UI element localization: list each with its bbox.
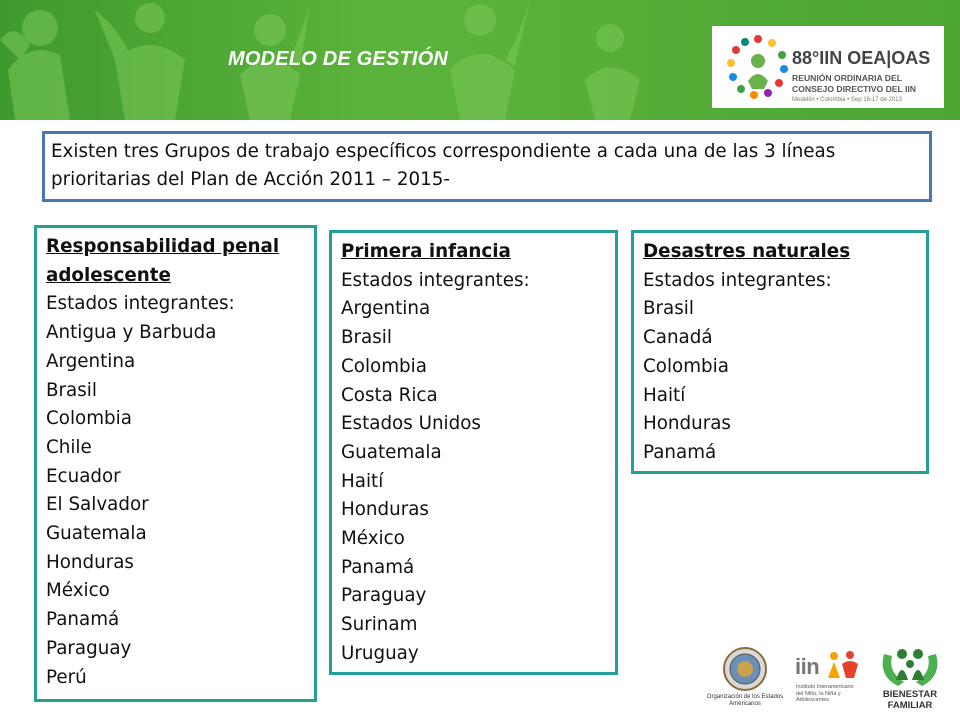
event-logo-date: Medellín • Colombia • Sep 16-17 de 2013 bbox=[792, 97, 902, 103]
group-title: Primera infancia bbox=[341, 241, 511, 262]
oas-logo-text: Organización de los Estados Americanos bbox=[706, 694, 784, 707]
member-item: Guatemala bbox=[341, 441, 442, 463]
member-item: Panamá bbox=[643, 441, 717, 463]
group-subtitle: Estados integrantes: bbox=[643, 269, 832, 291]
member-item: El Salvador bbox=[46, 494, 149, 516]
member-item: Honduras bbox=[341, 499, 429, 521]
member-item: Haití bbox=[643, 384, 686, 406]
member-item: Ecuador bbox=[46, 465, 121, 487]
member-item: Paraguay bbox=[46, 637, 132, 659]
group-primera-infancia bbox=[329, 230, 618, 675]
intro-text: Existen tres Grupos de trabajo específicos correspondiente a cada una de las 3 líneas prioritarias del Plan de Acción 2011 – 2015- bbox=[51, 141, 836, 190]
member-item: Colombia bbox=[643, 355, 729, 377]
oas-logo bbox=[700, 646, 790, 716]
iin-children-icon bbox=[826, 650, 860, 680]
group-title: Desastres naturales bbox=[643, 241, 851, 262]
group-subtitle: Estados integrantes: bbox=[341, 269, 530, 291]
member-item: Brasil bbox=[643, 298, 694, 320]
member-item: Panamá bbox=[341, 556, 415, 578]
member-list bbox=[46, 319, 314, 692]
group-responsabilidad-penal bbox=[34, 225, 317, 702]
member-list bbox=[643, 295, 926, 467]
bienestar-familiar-text: BIENESTAR FAMILIAR bbox=[882, 689, 938, 711]
member-item: Surinam bbox=[341, 614, 418, 636]
event-logo-title: 88°IIN OEA|OAS bbox=[792, 48, 931, 68]
member-item: México bbox=[46, 580, 110, 602]
group-subtitle: Estados integrantes: bbox=[46, 293, 235, 315]
member-item: Perú bbox=[46, 666, 87, 688]
member-item: Argentina bbox=[341, 298, 431, 320]
event-logo-line-3: CONSEJO DIRECTIVO DEL IIN bbox=[792, 84, 916, 94]
member-item: Guatemala bbox=[46, 523, 147, 545]
colorful-children-circle-icon bbox=[726, 33, 790, 101]
member-item: Brasil bbox=[46, 379, 97, 401]
member-item: Antigua y Barbuda bbox=[46, 322, 217, 344]
iin-logo-word: iin bbox=[795, 654, 820, 679]
member-item: Uruguay bbox=[341, 642, 419, 664]
slide-title: MODELO DE GESTIÓN bbox=[228, 48, 449, 70]
member-item: Panamá bbox=[46, 609, 120, 631]
member-item: Brasil bbox=[341, 327, 392, 349]
member-list bbox=[341, 295, 615, 668]
bienestar-family-icon bbox=[874, 646, 946, 688]
oas-seal-icon bbox=[700, 646, 790, 692]
member-item: Costa Rica bbox=[341, 384, 438, 406]
event-logo bbox=[712, 26, 944, 108]
member-item: Canadá bbox=[643, 327, 713, 349]
member-item: Colombia bbox=[341, 355, 427, 377]
header-banner bbox=[0, 0, 960, 120]
member-item: Honduras bbox=[46, 551, 134, 573]
member-item: Chile bbox=[46, 436, 92, 458]
member-item: Paraguay bbox=[341, 585, 427, 607]
event-logo-line-2: REUNIÓN ORDINARIA DEL bbox=[792, 73, 902, 83]
member-item: Colombia bbox=[46, 408, 132, 430]
member-item: Estados Unidos bbox=[341, 413, 481, 435]
member-item: Honduras bbox=[643, 413, 731, 435]
bienestar-familiar-logo bbox=[874, 646, 946, 716]
member-item: Haití bbox=[341, 470, 384, 492]
iin-logo bbox=[792, 648, 862, 716]
intro-box bbox=[42, 131, 932, 202]
group-desastres-naturales bbox=[631, 230, 929, 474]
member-item: México bbox=[341, 528, 405, 550]
iin-logo-text: Instituto Interamericano del Niño, la Niña y Adolescentes bbox=[796, 684, 854, 703]
group-title: Responsabilidad penal adolescente bbox=[46, 236, 280, 286]
member-item: Argentina bbox=[46, 350, 136, 372]
